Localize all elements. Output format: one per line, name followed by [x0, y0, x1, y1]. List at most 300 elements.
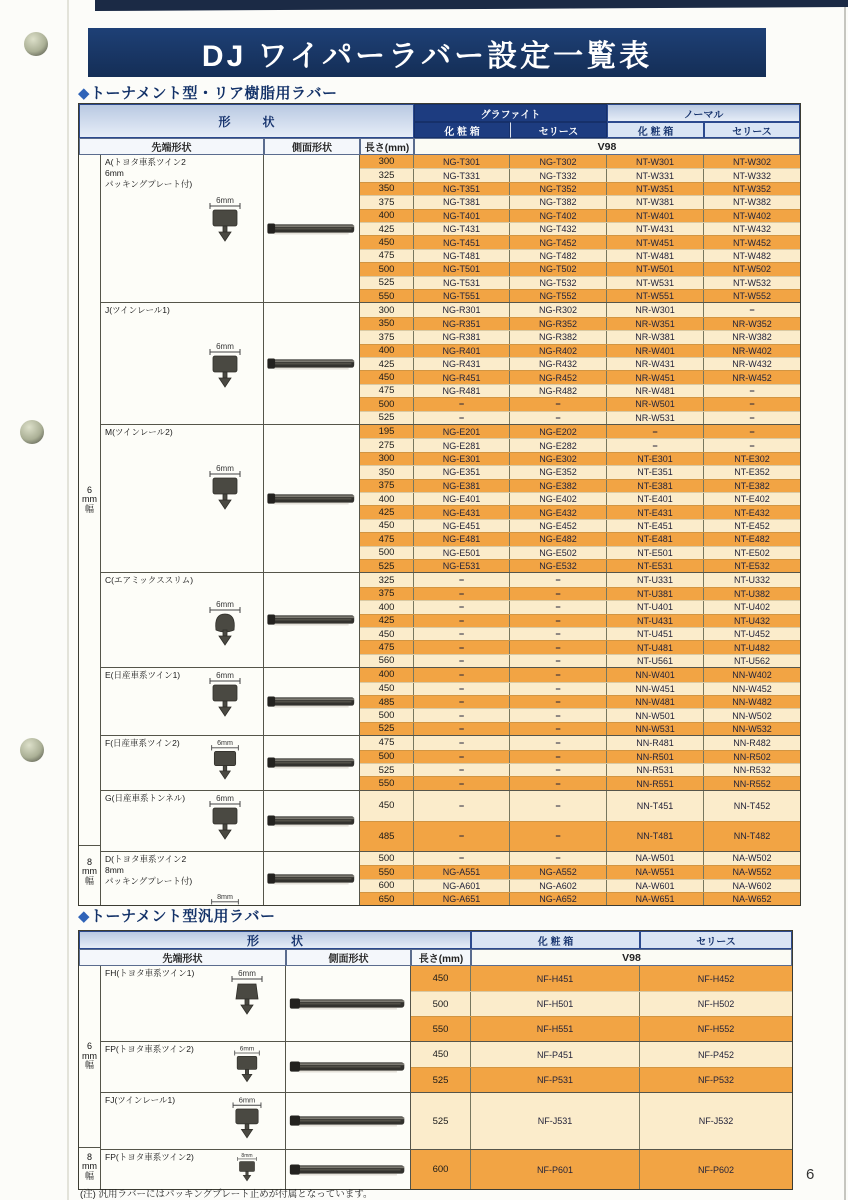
side-shape-cell: [286, 1042, 411, 1092]
data-row: [360, 587, 800, 600]
product-code-cell: NT-E351: [607, 466, 704, 478]
tip-shape-cell: [101, 668, 264, 735]
product-code-cell: NT-W352: [732, 183, 771, 194]
length-cell: 425: [360, 358, 414, 370]
data-row: [360, 235, 800, 248]
product-code-cell: NR-W481: [607, 385, 704, 397]
length-value-rows: [360, 791, 800, 851]
svg-text:6mm: 6mm: [239, 1045, 255, 1053]
rubber-section: [101, 790, 800, 851]
length-value-rows: [360, 573, 800, 667]
product-code-cell: NT-W382: [732, 197, 771, 208]
length-cell: 300: [360, 155, 414, 168]
product-code-cell: −: [510, 628, 607, 640]
data-row: [360, 600, 800, 613]
tip-shape-label-line: F(日産車系ツイン2): [105, 738, 180, 749]
tip-diagram: [205, 892, 244, 906]
product-code-cell: NT-U561: [607, 655, 704, 667]
length-cell: 350: [360, 183, 414, 195]
product-code-cell: NR-W381: [607, 331, 704, 343]
length-value-rows: [411, 966, 792, 1041]
product-code-cell: NG-A652: [510, 893, 607, 905]
tip-diagram: [205, 738, 244, 790]
product-code-cell: −: [510, 683, 607, 695]
length-cell: 525: [360, 277, 414, 289]
tip-shape-label-line: FJ(ツインレール1): [105, 1095, 176, 1105]
product-code-cell: −: [414, 412, 510, 424]
product-code-cell: −: [414, 791, 510, 821]
product-code-cell: −: [607, 439, 704, 451]
tip-cross-section-diagram: [229, 1044, 265, 1088]
data-row: [360, 505, 800, 518]
product-code-cell: −: [510, 777, 607, 789]
length-cell: 450: [360, 236, 414, 248]
product-code-cell: −: [414, 751, 510, 763]
length-cell: 500: [360, 263, 414, 275]
normal-header: ノーマル: [607, 104, 800, 122]
product-code-cell: NG-E202: [510, 425, 607, 438]
length-cell: 525: [360, 723, 414, 735]
product-code-cell: NT-E451: [607, 520, 704, 532]
width-group-char: 幅: [84, 1170, 94, 1181]
tip-shape-label-line: D(トヨタ車系ツイン2: [105, 853, 187, 864]
product-code-cell: −: [749, 426, 755, 437]
page-right-edge-line: [844, 0, 846, 1200]
svg-text:8mm: 8mm: [241, 1153, 253, 1160]
product-code-cell: NT-W381: [607, 196, 704, 208]
length-cell: 450: [360, 371, 414, 383]
rubber-section: [101, 735, 800, 790]
sections-column: [101, 155, 800, 905]
product-code-cell: NG-E302: [510, 453, 607, 465]
product-code-cell: NG-R401: [414, 345, 510, 357]
length-cell: 300: [360, 453, 414, 465]
tip-diagram: [203, 463, 247, 522]
product-code-cell: NN-R502: [733, 751, 771, 762]
length-value-rows: [360, 425, 800, 572]
product-code-cell: NG-A601: [414, 880, 510, 892]
product-code-cell: NN-T452: [733, 800, 771, 811]
length-value-rows: [360, 852, 800, 906]
rubber-section: [101, 851, 800, 906]
product-code-cell: −: [414, 573, 510, 586]
length-cell: 475: [360, 533, 414, 545]
tip-shape-label-line: A(トヨタ車系ツイン2: [105, 157, 186, 167]
product-code-cell: NT-E302: [734, 453, 770, 464]
rubber-section: [101, 302, 800, 424]
data-row: [360, 708, 800, 721]
length-cell: 525: [360, 412, 414, 424]
product-code-cell: −: [749, 412, 755, 423]
product-code-cell: NT-W331: [607, 169, 704, 181]
product-code-cell: NG-T332: [510, 169, 607, 181]
side-view-photo: [266, 353, 357, 375]
product-code-cell: NR-W531: [607, 412, 704, 424]
data-row: [360, 791, 800, 821]
data-row: [360, 821, 800, 851]
product-code-cell: NN-R532: [733, 765, 771, 776]
product-code-cell: NG-E352: [510, 466, 607, 478]
width-group-label: [79, 845, 100, 899]
product-code-cell: NG-R352: [510, 318, 607, 330]
product-code-cell: NG-R432: [510, 358, 607, 370]
product-code-cell: NF-J532: [698, 1116, 734, 1126]
length-cell: 300: [360, 303, 414, 316]
product-code-cell: −: [749, 385, 755, 396]
rubber-section: [101, 1041, 792, 1092]
product-code-cell: NA-W502: [732, 853, 772, 864]
length-cell: 500: [360, 547, 414, 559]
data-row: [360, 465, 800, 478]
product-code-cell: NG-T432: [510, 223, 607, 235]
product-code-cell: NT-E482: [734, 534, 770, 545]
data-row: [360, 532, 800, 545]
rear-resin-rubber-table: [78, 103, 801, 906]
length-cell: 525: [411, 1068, 471, 1092]
data-row: [360, 492, 800, 505]
tip-shape-cell: [101, 1150, 286, 1189]
product-code-cell: −: [414, 641, 510, 653]
rubber-section: [101, 424, 800, 572]
product-code-cell: NG-E401: [414, 493, 510, 505]
side-view-photo: [288, 993, 408, 1015]
product-code-cell: −: [414, 709, 510, 721]
product-code-cell: −: [414, 615, 510, 627]
tip-shape-cell: [101, 736, 264, 790]
product-code-cell: NG-T551: [414, 290, 510, 302]
table2-body-mount: [79, 966, 792, 1189]
section2-title-text: トーナメント型汎用ラバー: [90, 908, 276, 925]
product-code-cell: NF-P601: [471, 1150, 640, 1189]
tip-shape-cell: [101, 1042, 286, 1092]
data-row: [360, 452, 800, 465]
length-cell: 325: [360, 573, 414, 586]
product-code-cell: NF-P451: [471, 1042, 640, 1067]
data-row: [411, 1093, 792, 1149]
product-code-cell: −: [414, 655, 510, 667]
tip-shape-label-line: FP(トヨタ車系ツイン2): [105, 1152, 194, 1162]
side-view-photo: [266, 691, 357, 713]
product-code-cell: NT-W332: [732, 170, 771, 181]
product-code-cell: NT-E382: [734, 480, 770, 491]
tip-shape-cell: [101, 1093, 286, 1149]
product-code-cell: NT-W482: [732, 250, 771, 261]
tip-cross-section-diagram: [203, 341, 247, 395]
product-code-cell: NG-R381: [414, 331, 510, 343]
shape-header: 形 状: [79, 104, 414, 138]
product-code-cell: NG-T351: [414, 183, 510, 195]
length-cell: 325: [360, 169, 414, 181]
width-group-char: 8: [86, 856, 92, 867]
product-code-cell: NT-E431: [607, 506, 704, 518]
product-code-cell: NT-U402: [733, 602, 770, 613]
product-code-cell: NG-T352: [510, 183, 607, 195]
length-cell: 450: [360, 791, 414, 821]
length-cell: 525: [360, 764, 414, 776]
rubber-section: [101, 572, 800, 667]
length-value-rows: [411, 1093, 792, 1149]
data-row: [360, 411, 800, 424]
length-header: 長さ(mm): [411, 949, 471, 966]
product-code-cell: NN-W531: [607, 723, 704, 735]
rubber-section: [101, 1149, 792, 1189]
product-code-cell: NG-R302: [510, 303, 607, 316]
product-code-cell: −: [510, 764, 607, 776]
tip-diagram: [229, 1044, 265, 1092]
product-code-cell: NT-U331: [607, 573, 704, 586]
product-code-cell: NN-W502: [732, 710, 772, 721]
side-shape-cell: [286, 1150, 411, 1189]
table-body: [79, 155, 800, 905]
data-row: [360, 682, 800, 695]
product-code-cell: NT-U401: [607, 601, 704, 613]
data-row: [360, 317, 800, 330]
data-row: [360, 519, 800, 532]
v98-label: V98: [414, 138, 800, 155]
product-code-cell: −: [510, 668, 607, 681]
product-code-cell: NT-U562: [733, 655, 770, 666]
tip-shape-label-line: FP(トヨタ車系ツイン2): [105, 1044, 194, 1054]
length-header: 長さ(mm): [360, 138, 414, 155]
length-cell: 500: [360, 709, 414, 721]
side-view-photo: [266, 488, 357, 510]
product-code-cell: NG-R482: [510, 385, 607, 397]
box-header: 化 粧 箱: [471, 931, 640, 949]
product-code-cell: NA-W601: [607, 880, 704, 892]
length-cell: 600: [411, 1150, 471, 1189]
product-code-cell: NT-U431: [607, 615, 704, 627]
product-code-cell: NT-W551: [607, 290, 704, 302]
length-value-rows: [360, 736, 800, 790]
data-row: [360, 195, 800, 208]
length-cell: 350: [360, 318, 414, 330]
data-row: [360, 182, 800, 195]
product-code-cell: NF-H501: [471, 992, 640, 1016]
sections-column: [101, 966, 792, 1189]
data-row: [411, 1067, 792, 1092]
tip-diagram: [227, 1095, 268, 1149]
product-code-cell: NT-E501: [607, 547, 704, 559]
product-code-cell: NF-H551: [471, 1017, 640, 1041]
tip-diagram: [203, 793, 247, 851]
length-cell: 425: [360, 615, 414, 627]
width-group-char: 幅: [84, 1060, 94, 1071]
product-code-cell: NG-E481: [414, 533, 510, 545]
tip-diagram: [203, 341, 247, 400]
product-code-cell: NR-W451: [607, 371, 704, 383]
product-code-cell: NA-W651: [607, 893, 704, 905]
data-row: [360, 425, 800, 438]
data-row: [360, 209, 800, 222]
product-code-cell: NG-T381: [414, 196, 510, 208]
product-code-cell: NT-E481: [607, 533, 704, 545]
product-code-cell: NG-E381: [414, 480, 510, 492]
tip-shape-label-line: 8mm: [105, 864, 124, 875]
length-cell: 350: [360, 466, 414, 478]
product-code-cell: NN-T482: [733, 831, 771, 842]
length-cell: 425: [360, 223, 414, 235]
product-code-cell: −: [414, 683, 510, 695]
length-value-rows: [360, 155, 800, 302]
product-code-cell: NA-W652: [732, 894, 772, 905]
product-code-cell: −: [749, 305, 755, 316]
svg-text:6mm: 6mm: [216, 671, 234, 681]
tip-shape-cell: [101, 966, 286, 1041]
product-code-cell: NG-T401: [414, 210, 510, 222]
tip-shape-label-line: パッキングプレート付): [105, 179, 193, 190]
product-code-cell: NT-W552: [732, 291, 771, 302]
data-row: [360, 640, 800, 653]
diamond-bullet-icon: ◆: [78, 85, 91, 102]
product-code-cell: NG-T482: [510, 250, 607, 262]
product-code-cell: NG-E301: [414, 453, 510, 465]
product-code-cell: −: [414, 588, 510, 600]
diamond-bullet-icon: ◆: [78, 908, 91, 925]
tip-shape-label-line: J(ツインレール1): [105, 305, 170, 316]
length-cell: 525: [411, 1093, 471, 1149]
product-code-cell: NG-E451: [414, 520, 510, 532]
product-code-cell: −: [510, 588, 607, 600]
tip-shape-cell: [101, 303, 264, 424]
side-shape-cell: [264, 668, 360, 735]
product-code-cell: NG-A552: [510, 866, 607, 878]
length-cell: 560: [360, 655, 414, 667]
product-code-cell: NG-E351: [414, 466, 510, 478]
product-code-cell: NT-U451: [607, 628, 704, 640]
side-shape-cell: [264, 791, 360, 851]
tip-diagram: [233, 1152, 261, 1189]
general-purpose-rubber-table: [78, 930, 793, 1190]
binder-hole-middle: [20, 420, 44, 444]
tip-shape-cell: [101, 425, 264, 572]
product-code-cell: −: [414, 736, 510, 749]
tip-shape-label-line: パッキングプレート付): [105, 875, 193, 886]
product-code-cell: NG-E201: [414, 425, 510, 438]
binder-hole-top: [24, 32, 48, 56]
tip-shape-header: 先端形状: [79, 949, 286, 966]
width-group-column: [79, 966, 101, 1189]
product-code-cell: −: [510, 852, 607, 865]
product-code-cell: NG-A602: [510, 880, 607, 892]
tip-cross-section-diagram: [203, 793, 247, 847]
product-code-cell: NT-W452: [732, 237, 771, 248]
side-view-photo: [288, 1056, 408, 1078]
product-code-cell: NT-W481: [607, 250, 704, 262]
product-code-cell: −: [414, 696, 510, 708]
table-body: [79, 966, 792, 1189]
normal-box-header: 化 粧 箱: [607, 122, 704, 138]
product-code-cell: NG-E452: [510, 520, 607, 532]
tip-cross-section-diagram: [225, 968, 269, 1022]
data-row: [360, 736, 800, 749]
tip-shape-label: [101, 303, 263, 316]
product-code-cell: NG-E382: [510, 480, 607, 492]
data-row: [360, 357, 800, 370]
product-code-cell: NT-U381: [607, 588, 704, 600]
product-code-cell: −: [510, 709, 607, 721]
data-row: [411, 991, 792, 1016]
product-code-cell: NT-W402: [732, 210, 771, 221]
rubber-section: [101, 667, 800, 735]
product-code-cell: −: [607, 425, 704, 438]
product-code-cell: −: [414, 723, 510, 735]
product-code-cell: NG-R301: [414, 303, 510, 316]
product-code-cell: NG-T501: [414, 263, 510, 275]
data-row: [360, 155, 800, 168]
product-code-cell: NG-T552: [510, 290, 607, 302]
product-code-cell: NT-E452: [734, 520, 770, 531]
product-code-cell: −: [749, 399, 755, 410]
data-row: [360, 776, 800, 789]
data-row: [360, 289, 800, 302]
side-view-photo: [266, 810, 357, 832]
length-cell: 375: [360, 480, 414, 492]
v98-label: V98: [471, 949, 792, 966]
length-value-rows: [411, 1150, 792, 1189]
data-row: [360, 438, 800, 451]
tip-shape-cell: [101, 155, 264, 302]
page-title: DJ ワイパーラバー設定一覧表: [201, 39, 653, 73]
data-row: [360, 222, 800, 235]
product-code-cell: NT-E301: [607, 453, 704, 465]
side-shape-cell: [264, 425, 360, 572]
data-row: [360, 559, 800, 572]
data-row: [360, 573, 800, 586]
tip-cross-section-diagram: [227, 1095, 268, 1145]
side-view-photo: [266, 868, 357, 890]
top-dark-strip: [95, 0, 848, 11]
length-cell: 475: [360, 385, 414, 397]
product-code-cell: NG-A651: [414, 893, 510, 905]
shape-header: 形 状: [79, 931, 471, 949]
tip-shape-cell: [101, 791, 264, 851]
side-shape-header: 側面形状: [286, 949, 411, 966]
product-code-cell: NG-R431: [414, 358, 510, 370]
table1-body-mount: [79, 155, 800, 905]
binder-hole-bottom: [20, 738, 44, 762]
product-code-cell: NG-R351: [414, 318, 510, 330]
product-code-cell: NR-W351: [607, 318, 704, 330]
page-number: 6: [806, 1166, 815, 1183]
length-cell: 450: [411, 966, 471, 991]
table2-header: [79, 931, 792, 966]
svg-text:6mm: 6mm: [217, 739, 233, 748]
product-code-cell: −: [510, 601, 607, 613]
width-group-char: mm: [82, 866, 97, 877]
product-code-cell: NN-W451: [607, 683, 704, 695]
width-group-label: [79, 966, 100, 1147]
data-row: [360, 722, 800, 735]
side-shape-cell: [264, 852, 360, 906]
length-cell: 475: [360, 736, 414, 749]
product-code-cell: NR-W402: [732, 345, 772, 356]
length-cell: 525: [360, 560, 414, 572]
length-cell: 450: [360, 628, 414, 640]
length-cell: 600: [360, 880, 414, 892]
product-code-cell: NT-U482: [733, 642, 770, 653]
product-code-cell: −: [510, 398, 607, 410]
tip-shape-label-line: 6mm: [105, 168, 124, 179]
tip-cross-section-diagram: [233, 1152, 261, 1186]
width-group-char: 6: [86, 484, 92, 495]
tip-cross-section-diagram: [203, 670, 247, 724]
product-code-cell: NN-R501: [607, 751, 704, 763]
data-row: [360, 168, 800, 181]
product-code-cell: −: [749, 440, 755, 451]
product-code-cell: −: [414, 777, 510, 789]
data-row: [360, 614, 800, 627]
side-view-photo: [266, 752, 357, 774]
